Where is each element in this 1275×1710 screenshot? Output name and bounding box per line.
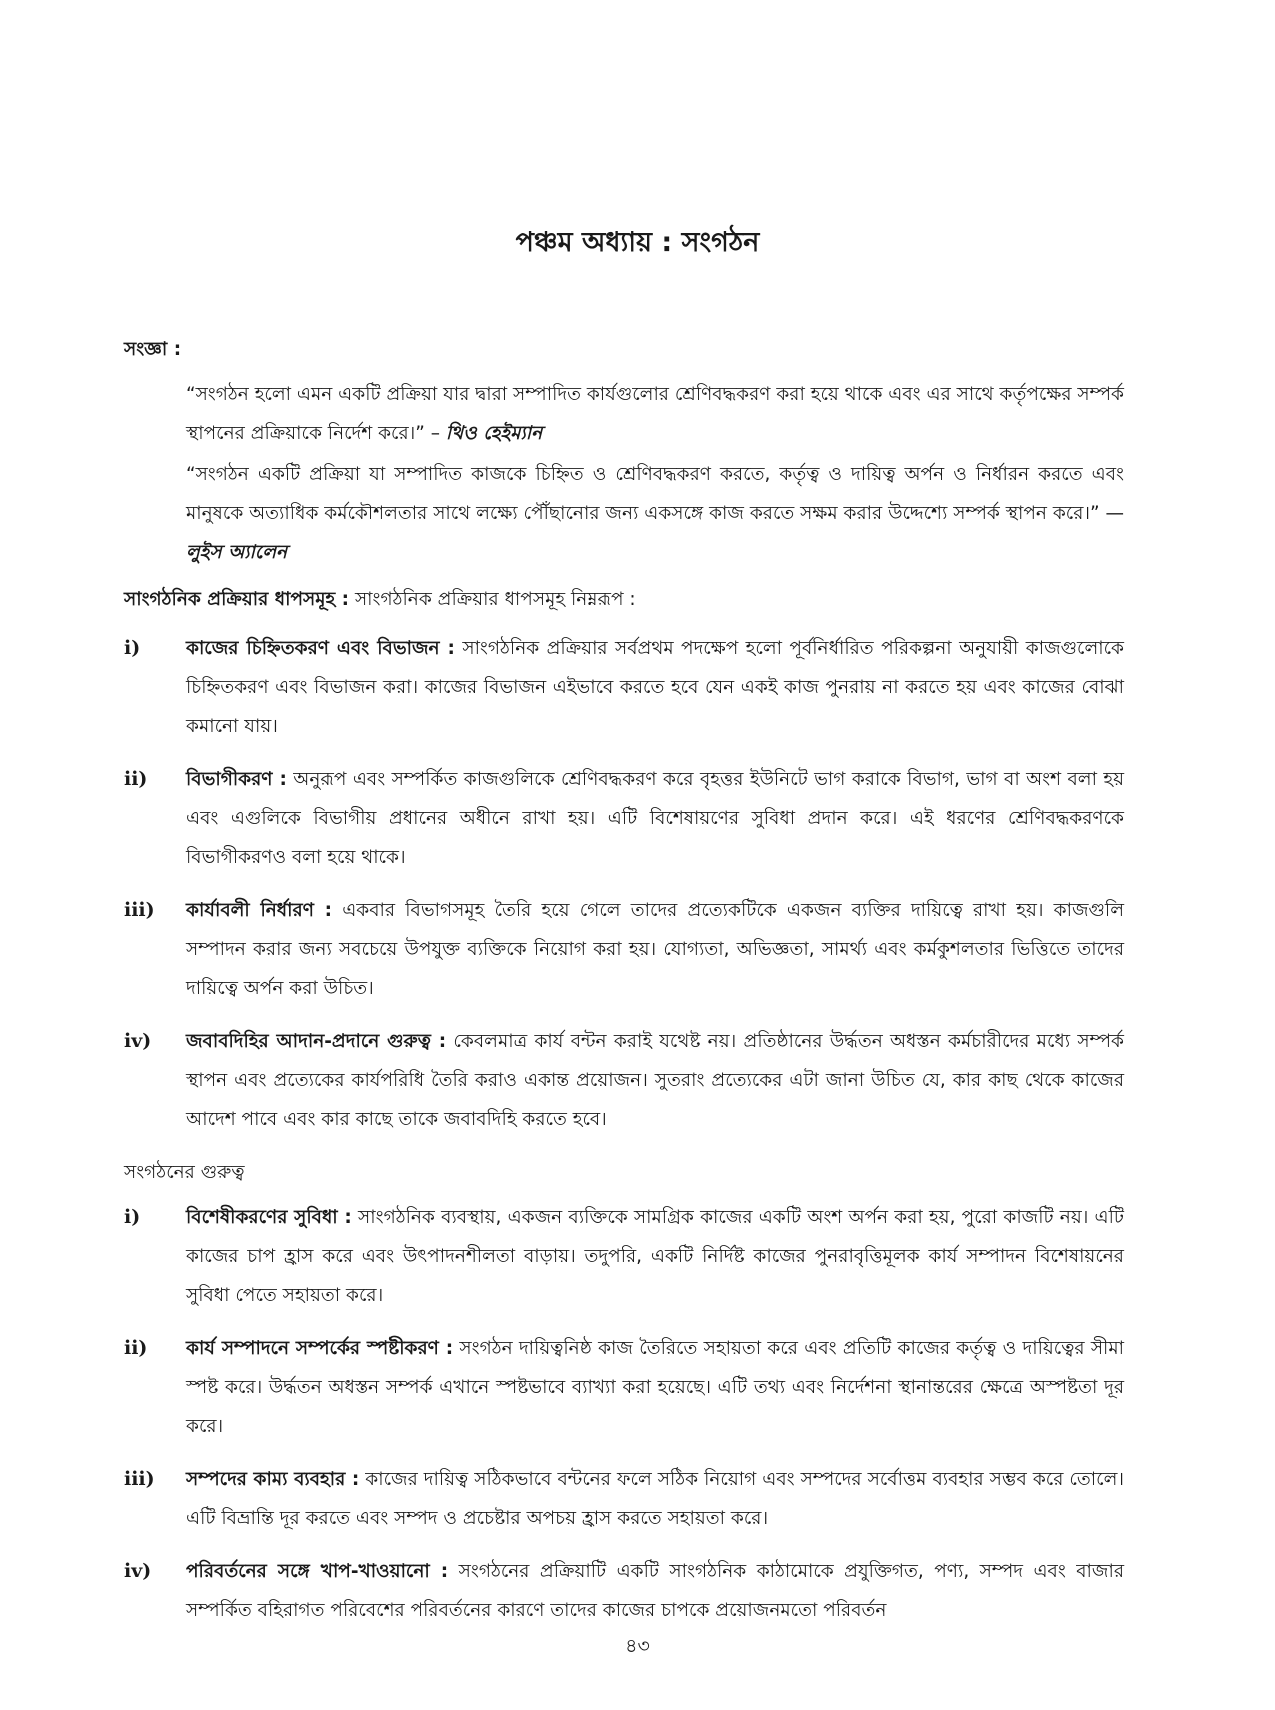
quote-author: থিও হেইম্যান bbox=[445, 423, 543, 444]
item-number: iv) bbox=[124, 1030, 152, 1052]
item-number: i) bbox=[124, 637, 141, 659]
item-label: কার্যাবলী নির্ধারণ : bbox=[186, 900, 333, 921]
list-item bbox=[124, 629, 1124, 746]
item-text: কাজের দায়িত্ব সঠিকভাবে বন্টনের ফলে সঠিক নিয়োগ এবং সম্পদের সর্বোত্তম ব্যবহার সম্ভব করে তোলে। এটি বিভ্রান্তি দূর করতে এবং সম্পদ ও প্রচেষ্টার অপচয় হ্রাস করতে সহায়তা করে। bbox=[186, 1469, 1124, 1529]
item-number: iii) bbox=[124, 1468, 155, 1490]
item-text: একবার বিভাগসমূহ তৈরি হয়ে গেলে তাদের প্রত্যেকটিকে একজন ব্যক্তির দায়িত্বে রাখা হয়। কাজগুলি সম্পাদন করার জন্য সবচেয়ে উপযুক্ত ব্যক্তিকে নিয়োগ করা হয়। যোগ্যতা, অভিজ্ঞতা, সামর্থ্য এবং কর্মকুশলতার ভিত্তিতে তাদের দায়িত্বে অর্পন করা উচিত। bbox=[186, 900, 1124, 999]
list-item bbox=[124, 1022, 1124, 1139]
page-number: ৪৩ bbox=[625, 1635, 650, 1657]
quote-text: “সংগঠন একটি প্রক্রিয়া যা সম্পাদিত কাজকে চিহ্নিত ও শ্রেণিবদ্ধকরণ করতে, কর্তৃত্ব ও দায়িত্ব অর্পন ও নির্ধারন করতে এবং মানুষকে অত্যাধিক কর্মকৌশলতার সাথে লক্ষ্যে পৌঁছানোর জন্য একসঙ্গে কাজ করতে সক্ষম করার উদ্দেশ্যে সম্পর্ক স্থাপন করে।” — bbox=[186, 464, 1124, 524]
steps-heading: সাংগঠনিক প্রক্রিয়ার ধাপসমূহ : bbox=[124, 589, 350, 610]
definition-quote bbox=[186, 455, 1124, 572]
steps-intro-text: সাংগঠনিক প্রক্রিয়ার ধাপসমূহ নিম্নরূপ : bbox=[349, 589, 636, 610]
quote-text: “সংগঠন হলো এমন একটি প্রক্রিয়া যার দ্বারা সম্পাদিত কার্যগুলোর শ্রেণিবদ্ধকরণ করা হয়ে থাকে এবং এর সাথে কর্তৃপক্ষের সম্পর্ক স্থাপনের প্রক্রিয়াকে নির্দেশ করে।” – bbox=[186, 384, 1124, 444]
item-text: সাংগঠনিক প্রক্রিয়ার সর্বপ্রথম পদক্ষেপ হলো পূর্বনির্ধারিত পরিকল্পনা অনুযায়ী কাজগুলোকে চিহ্নিতকরণ এবং বিভাজন করা। কাজের বিভাজন এইভাবে করতে হবে যেন একই কাজ পুনরায় না করতে হয় এবং কাজের বোঝা কমানো যায়। bbox=[186, 638, 1124, 737]
item-label: বিভাগীকরণ : bbox=[186, 769, 287, 790]
item-label: কার্য সম্পাদনে সম্পর্কের স্পষ্টীকরণ : bbox=[186, 1338, 454, 1359]
item-text: অনুরূপ এবং সম্পর্কিত কাজগুলিকে শ্রেণিবদ্ধকরণ করে বৃহত্তর ইউনিটে ভাগ করাকে বিভাগ, ভাগ বা অংশ বলা হয় এবং এগুলিকে বিভাগীয় প্রধানের অধীনে রাখা হয়। এটি বিশেষায়ণের সুবিধা প্রদান করে। এই ধরণের শ্রেণিবদ্ধকরণকে বিভাগীকরণও বলা হয়ে থাকে। bbox=[186, 769, 1124, 868]
definition-heading: সংজ্ঞা : bbox=[124, 339, 182, 360]
item-label: সম্পদের কাম্য ব্যবহার : bbox=[186, 1469, 360, 1490]
item-number: iv) bbox=[124, 1560, 152, 1582]
item-label: কাজের চিহ্নিতকরণ এবং বিভাজন : bbox=[186, 638, 455, 659]
item-text: কেবলমাত্র কার্য বন্টন করাই যথেষ্ট নয়। প্রতিষ্ঠানের উর্দ্ধতন অধস্তন কর্মচারীদের মধ্যে সম্পর্ক স্থাপন এবং প্রত্যেকের কার্যপরিধি তৈরি করাও একান্ত প্রয়োজন। সুতরাং প্রত্যেকের এটা জানা উচিত যে, কার কাছ থেকে কাজের আদেশ পাবে এবং কার কাছে তাকে জবাবদিহি করতে হবে। bbox=[186, 1031, 1124, 1130]
list-item bbox=[124, 1552, 1124, 1630]
item-text: সাংগঠনিক ব্যবস্থায়, একজন ব্যক্তিকে সামগ্রিক কাজের একটি অংশ অর্পন করা হয়, পুরো কাজটি নয়। এটি কাজের চাপ হ্রাস করে এবং উৎপাদনশীলতা বাড়ায়। তদুপরি, একটি নির্দিষ্ট কাজের পুনরাবৃত্তিমূলক কার্য সম্পাদন বিশেষায়নের সুবিধা পেতে সহায়তা করে। bbox=[186, 1207, 1124, 1306]
steps-intro bbox=[124, 580, 1124, 619]
item-label: জবাবদিহির আদান-প্রদানে গুরুত্ব : bbox=[186, 1031, 447, 1052]
item-number: i) bbox=[124, 1206, 141, 1228]
item-label: বিশেষীকরণের সুবিধা : bbox=[186, 1207, 352, 1228]
item-number: ii) bbox=[124, 1337, 148, 1359]
item-number: iii) bbox=[124, 899, 155, 921]
importance-heading: সংগঠনের গুরুত্ব bbox=[124, 1162, 245, 1183]
list-item bbox=[124, 891, 1124, 1008]
list-item bbox=[124, 1198, 1124, 1315]
item-label: পরিবর্তনের সঙ্গে খাপ-খাওয়ানো : bbox=[186, 1561, 449, 1582]
item-text: সংগঠনের প্রক্রিয়াটি একটি সাংগঠনিক কাঠামোকে প্রযুক্তিগত, পণ্য, সম্পদ এবং বাজার সম্পর্কিত বহিরাগত পরিবেশের পরিবর্তনের কারণে তাদের কাজের চাপকে প্রয়োজনমতো পরিবর্তন bbox=[186, 1561, 1124, 1621]
list-item bbox=[124, 1329, 1124, 1446]
chapter-title: পঞ্চম অধ্যায় : সংগঠন bbox=[515, 227, 760, 258]
page-content bbox=[124, 330, 1124, 1644]
item-text: সংগঠন দায়িত্বনিষ্ঠ কাজ তৈরিতে সহায়তা করে এবং প্রতিটি কাজের কর্তৃত্ব ও দায়িত্বের সীমা স্পষ্ট করে। উর্দ্ধতন অধস্তন সম্পর্ক এখানে স্পষ্টভাবে ব্যাখ্যা করা হয়েছে। এটি তথ্য এবং নির্দেশনা স্থানান্তরের ক্ষেত্রে অস্পষ্টতা দূর করে। bbox=[186, 1338, 1124, 1437]
list-item bbox=[124, 1460, 1124, 1538]
item-number: ii) bbox=[124, 768, 148, 790]
definition-quote bbox=[186, 375, 1124, 453]
quote-author: লুইস অ্যালেন bbox=[186, 542, 288, 563]
list-item bbox=[124, 760, 1124, 877]
